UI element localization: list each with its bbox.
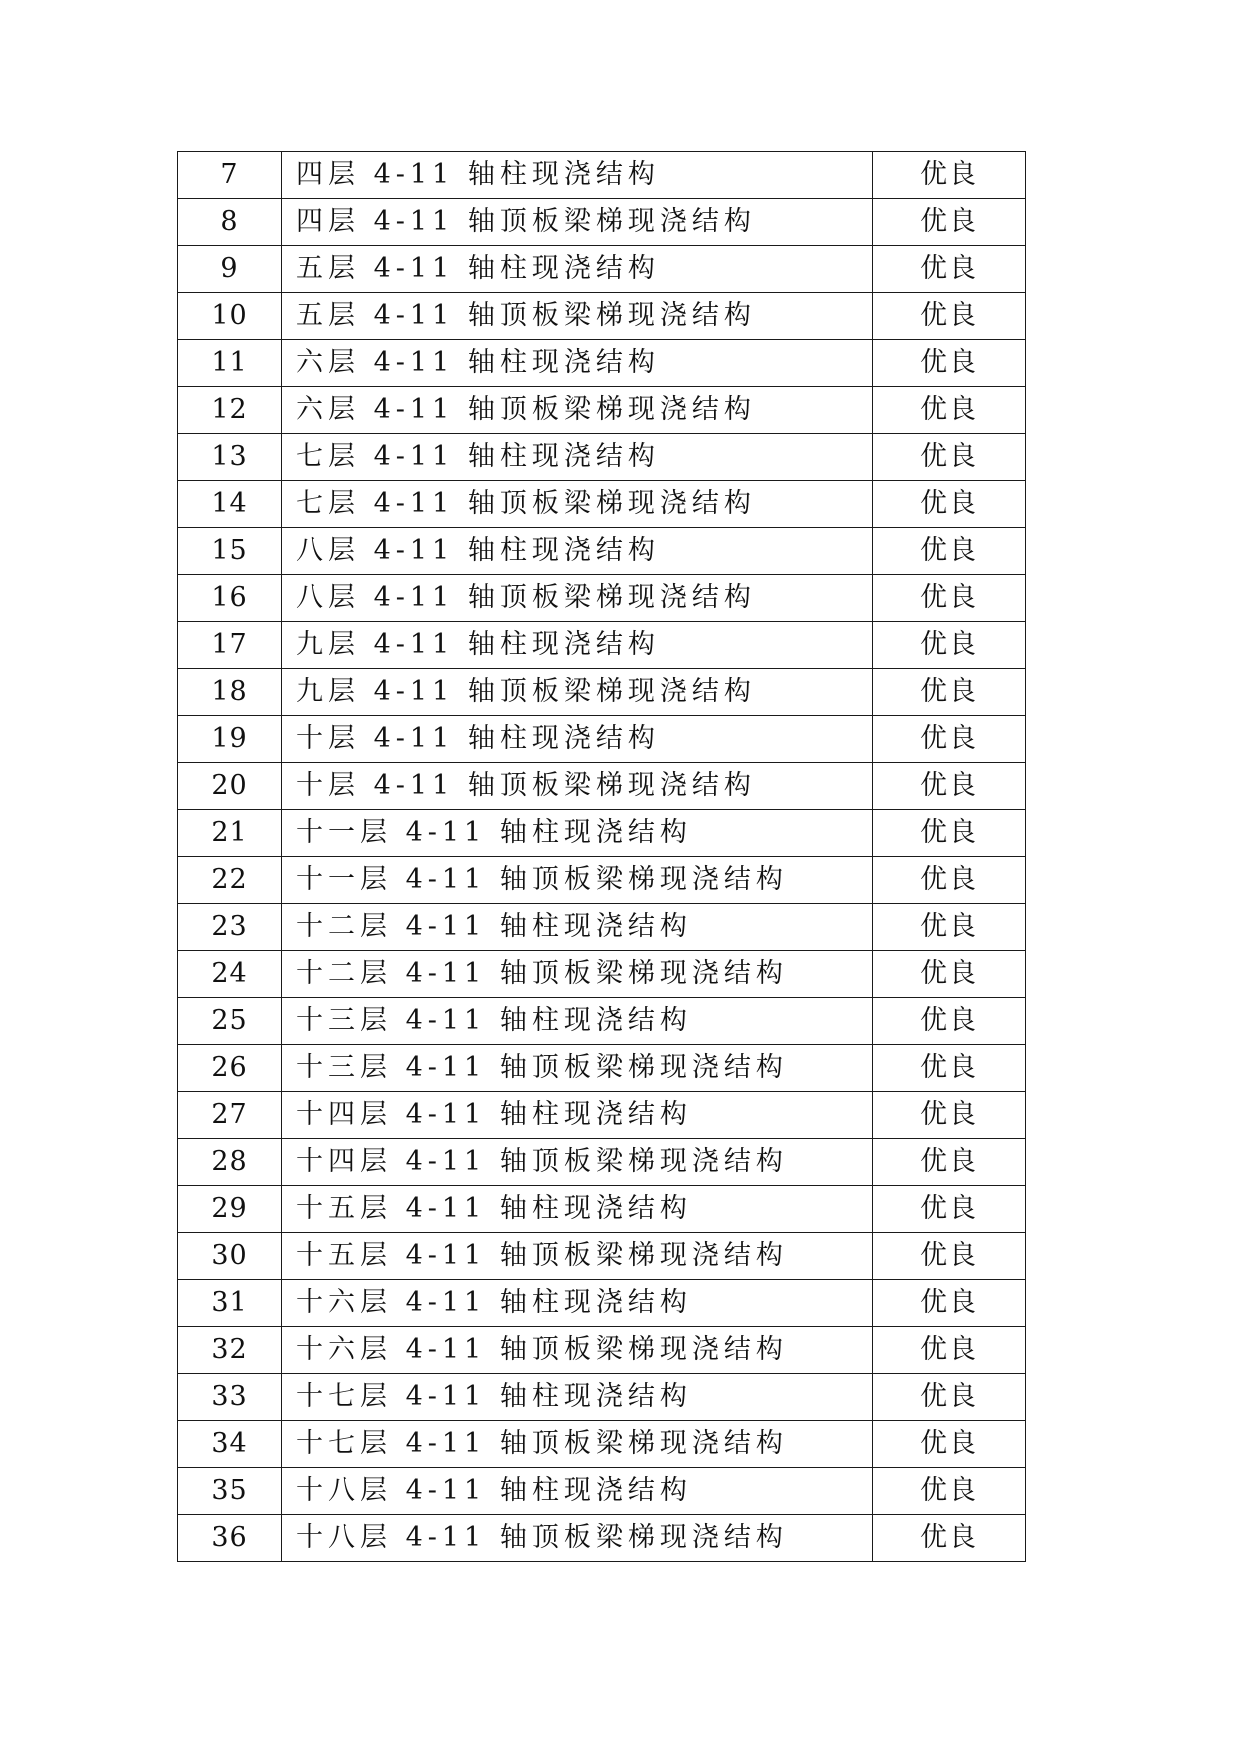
table-row bbox=[178, 622, 1026, 669]
row-number-cell: 31 bbox=[178, 1280, 282, 1327]
grade-cell: 优良 bbox=[873, 199, 1026, 246]
grade-cell: 优良 bbox=[873, 1515, 1026, 1562]
row-number-cell: 22 bbox=[178, 857, 282, 904]
table-row bbox=[178, 951, 1026, 998]
grade-cell: 优良 bbox=[873, 763, 1026, 810]
grade-cell: 优良 bbox=[873, 810, 1026, 857]
table-row bbox=[178, 998, 1026, 1045]
table-row bbox=[178, 387, 1026, 434]
grade-cell: 优良 bbox=[873, 387, 1026, 434]
grade-cell: 优良 bbox=[873, 622, 1026, 669]
table-row bbox=[178, 1233, 1026, 1280]
row-number-cell: 34 bbox=[178, 1421, 282, 1468]
row-number-cell: 18 bbox=[178, 669, 282, 716]
table-body bbox=[178, 152, 1026, 1562]
table-row bbox=[178, 481, 1026, 528]
item-name-cell: 五层 4-11 轴柱现浇结构 bbox=[282, 246, 873, 293]
row-number-cell: 17 bbox=[178, 622, 282, 669]
table-row bbox=[178, 1092, 1026, 1139]
row-number-cell: 14 bbox=[178, 481, 282, 528]
item-name-cell: 五层 4-11 轴顶板梁梯现浇结构 bbox=[282, 293, 873, 340]
grade-cell: 优良 bbox=[873, 1092, 1026, 1139]
table-row bbox=[178, 716, 1026, 763]
table-row bbox=[178, 1468, 1026, 1515]
table-row bbox=[178, 434, 1026, 481]
item-name-cell: 四层 4-11 轴柱现浇结构 bbox=[282, 152, 873, 199]
row-number-cell: 19 bbox=[178, 716, 282, 763]
grade-cell: 优良 bbox=[873, 1374, 1026, 1421]
item-name-cell: 四层 4-11 轴顶板梁梯现浇结构 bbox=[282, 199, 873, 246]
row-number-cell: 29 bbox=[178, 1186, 282, 1233]
table-row bbox=[178, 152, 1026, 199]
row-number-cell: 10 bbox=[178, 293, 282, 340]
grade-cell: 优良 bbox=[873, 1280, 1026, 1327]
grade-cell: 优良 bbox=[873, 575, 1026, 622]
table-row bbox=[178, 199, 1026, 246]
row-number-cell: 35 bbox=[178, 1468, 282, 1515]
row-number-cell: 13 bbox=[178, 434, 282, 481]
item-name-cell: 十四层 4-11 轴柱现浇结构 bbox=[282, 1092, 873, 1139]
item-name-cell: 六层 4-11 轴顶板梁梯现浇结构 bbox=[282, 387, 873, 434]
grade-cell: 优良 bbox=[873, 1045, 1026, 1092]
table-row bbox=[178, 810, 1026, 857]
table-row bbox=[178, 1421, 1026, 1468]
item-name-cell: 十三层 4-11 轴柱现浇结构 bbox=[282, 998, 873, 1045]
row-number-cell: 33 bbox=[178, 1374, 282, 1421]
table-row bbox=[178, 1139, 1026, 1186]
item-name-cell: 八层 4-11 轴顶板梁梯现浇结构 bbox=[282, 575, 873, 622]
grade-cell: 优良 bbox=[873, 1186, 1026, 1233]
grade-cell: 优良 bbox=[873, 904, 1026, 951]
item-name-cell: 十层 4-11 轴顶板梁梯现浇结构 bbox=[282, 763, 873, 810]
item-name-cell: 十层 4-11 轴柱现浇结构 bbox=[282, 716, 873, 763]
item-name-cell: 十五层 4-11 轴柱现浇结构 bbox=[282, 1186, 873, 1233]
item-name-cell: 十八层 4-11 轴顶板梁梯现浇结构 bbox=[282, 1515, 873, 1562]
grade-cell: 优良 bbox=[873, 293, 1026, 340]
item-name-cell: 七层 4-11 轴顶板梁梯现浇结构 bbox=[282, 481, 873, 528]
table-row bbox=[178, 904, 1026, 951]
item-name-cell: 十七层 4-11 轴柱现浇结构 bbox=[282, 1374, 873, 1421]
table-row bbox=[178, 857, 1026, 904]
item-name-cell: 十八层 4-11 轴柱现浇结构 bbox=[282, 1468, 873, 1515]
table-row bbox=[178, 1186, 1026, 1233]
grade-cell: 优良 bbox=[873, 1327, 1026, 1374]
item-name-cell: 六层 4-11 轴柱现浇结构 bbox=[282, 340, 873, 387]
table-row bbox=[178, 1280, 1026, 1327]
grade-cell: 优良 bbox=[873, 1139, 1026, 1186]
row-number-cell: 23 bbox=[178, 904, 282, 951]
row-number-cell: 9 bbox=[178, 246, 282, 293]
row-number-cell: 30 bbox=[178, 1233, 282, 1280]
row-number-cell: 36 bbox=[178, 1515, 282, 1562]
item-name-cell: 九层 4-11 轴柱现浇结构 bbox=[282, 622, 873, 669]
row-number-cell: 21 bbox=[178, 810, 282, 857]
grade-cell: 优良 bbox=[873, 1468, 1026, 1515]
item-name-cell: 十一层 4-11 轴柱现浇结构 bbox=[282, 810, 873, 857]
row-number-cell: 20 bbox=[178, 763, 282, 810]
item-name-cell: 十四层 4-11 轴顶板梁梯现浇结构 bbox=[282, 1139, 873, 1186]
row-number-cell: 28 bbox=[178, 1139, 282, 1186]
row-number-cell: 26 bbox=[178, 1045, 282, 1092]
grade-cell: 优良 bbox=[873, 857, 1026, 904]
item-name-cell: 十二层 4-11 轴顶板梁梯现浇结构 bbox=[282, 951, 873, 998]
row-number-cell: 11 bbox=[178, 340, 282, 387]
table-row bbox=[178, 669, 1026, 716]
item-name-cell: 十三层 4-11 轴顶板梁梯现浇结构 bbox=[282, 1045, 873, 1092]
row-number-cell: 7 bbox=[178, 152, 282, 199]
grade-cell: 优良 bbox=[873, 481, 1026, 528]
grade-cell: 优良 bbox=[873, 1421, 1026, 1468]
item-name-cell: 十五层 4-11 轴顶板梁梯现浇结构 bbox=[282, 1233, 873, 1280]
table-row bbox=[178, 1515, 1026, 1562]
row-number-cell: 25 bbox=[178, 998, 282, 1045]
grade-cell: 优良 bbox=[873, 528, 1026, 575]
table-row bbox=[178, 575, 1026, 622]
item-name-cell: 十七层 4-11 轴顶板梁梯现浇结构 bbox=[282, 1421, 873, 1468]
grade-cell: 优良 bbox=[873, 998, 1026, 1045]
table-row bbox=[178, 293, 1026, 340]
item-name-cell: 九层 4-11 轴顶板梁梯现浇结构 bbox=[282, 669, 873, 716]
row-number-cell: 8 bbox=[178, 199, 282, 246]
item-name-cell: 十六层 4-11 轴顶板梁梯现浇结构 bbox=[282, 1327, 873, 1374]
row-number-cell: 16 bbox=[178, 575, 282, 622]
grade-cell: 优良 bbox=[873, 951, 1026, 998]
grade-cell: 优良 bbox=[873, 434, 1026, 481]
table-row bbox=[178, 1374, 1026, 1421]
grade-cell: 优良 bbox=[873, 669, 1026, 716]
item-name-cell: 七层 4-11 轴柱现浇结构 bbox=[282, 434, 873, 481]
table-row bbox=[178, 1045, 1026, 1092]
item-name-cell: 十一层 4-11 轴顶板梁梯现浇结构 bbox=[282, 857, 873, 904]
quality-table bbox=[177, 151, 1026, 1562]
item-name-cell: 十二层 4-11 轴柱现浇结构 bbox=[282, 904, 873, 951]
table-row bbox=[178, 763, 1026, 810]
grade-cell: 优良 bbox=[873, 246, 1026, 293]
grade-cell: 优良 bbox=[873, 716, 1026, 763]
grade-cell: 优良 bbox=[873, 152, 1026, 199]
grade-cell: 优良 bbox=[873, 1233, 1026, 1280]
row-number-cell: 32 bbox=[178, 1327, 282, 1374]
item-name-cell: 十六层 4-11 轴柱现浇结构 bbox=[282, 1280, 873, 1327]
table-row bbox=[178, 1327, 1026, 1374]
row-number-cell: 27 bbox=[178, 1092, 282, 1139]
table-row bbox=[178, 528, 1026, 575]
row-number-cell: 12 bbox=[178, 387, 282, 434]
table-row bbox=[178, 340, 1026, 387]
item-name-cell: 八层 4-11 轴柱现浇结构 bbox=[282, 528, 873, 575]
row-number-cell: 15 bbox=[178, 528, 282, 575]
table-row bbox=[178, 246, 1026, 293]
row-number-cell: 24 bbox=[178, 951, 282, 998]
grade-cell: 优良 bbox=[873, 340, 1026, 387]
